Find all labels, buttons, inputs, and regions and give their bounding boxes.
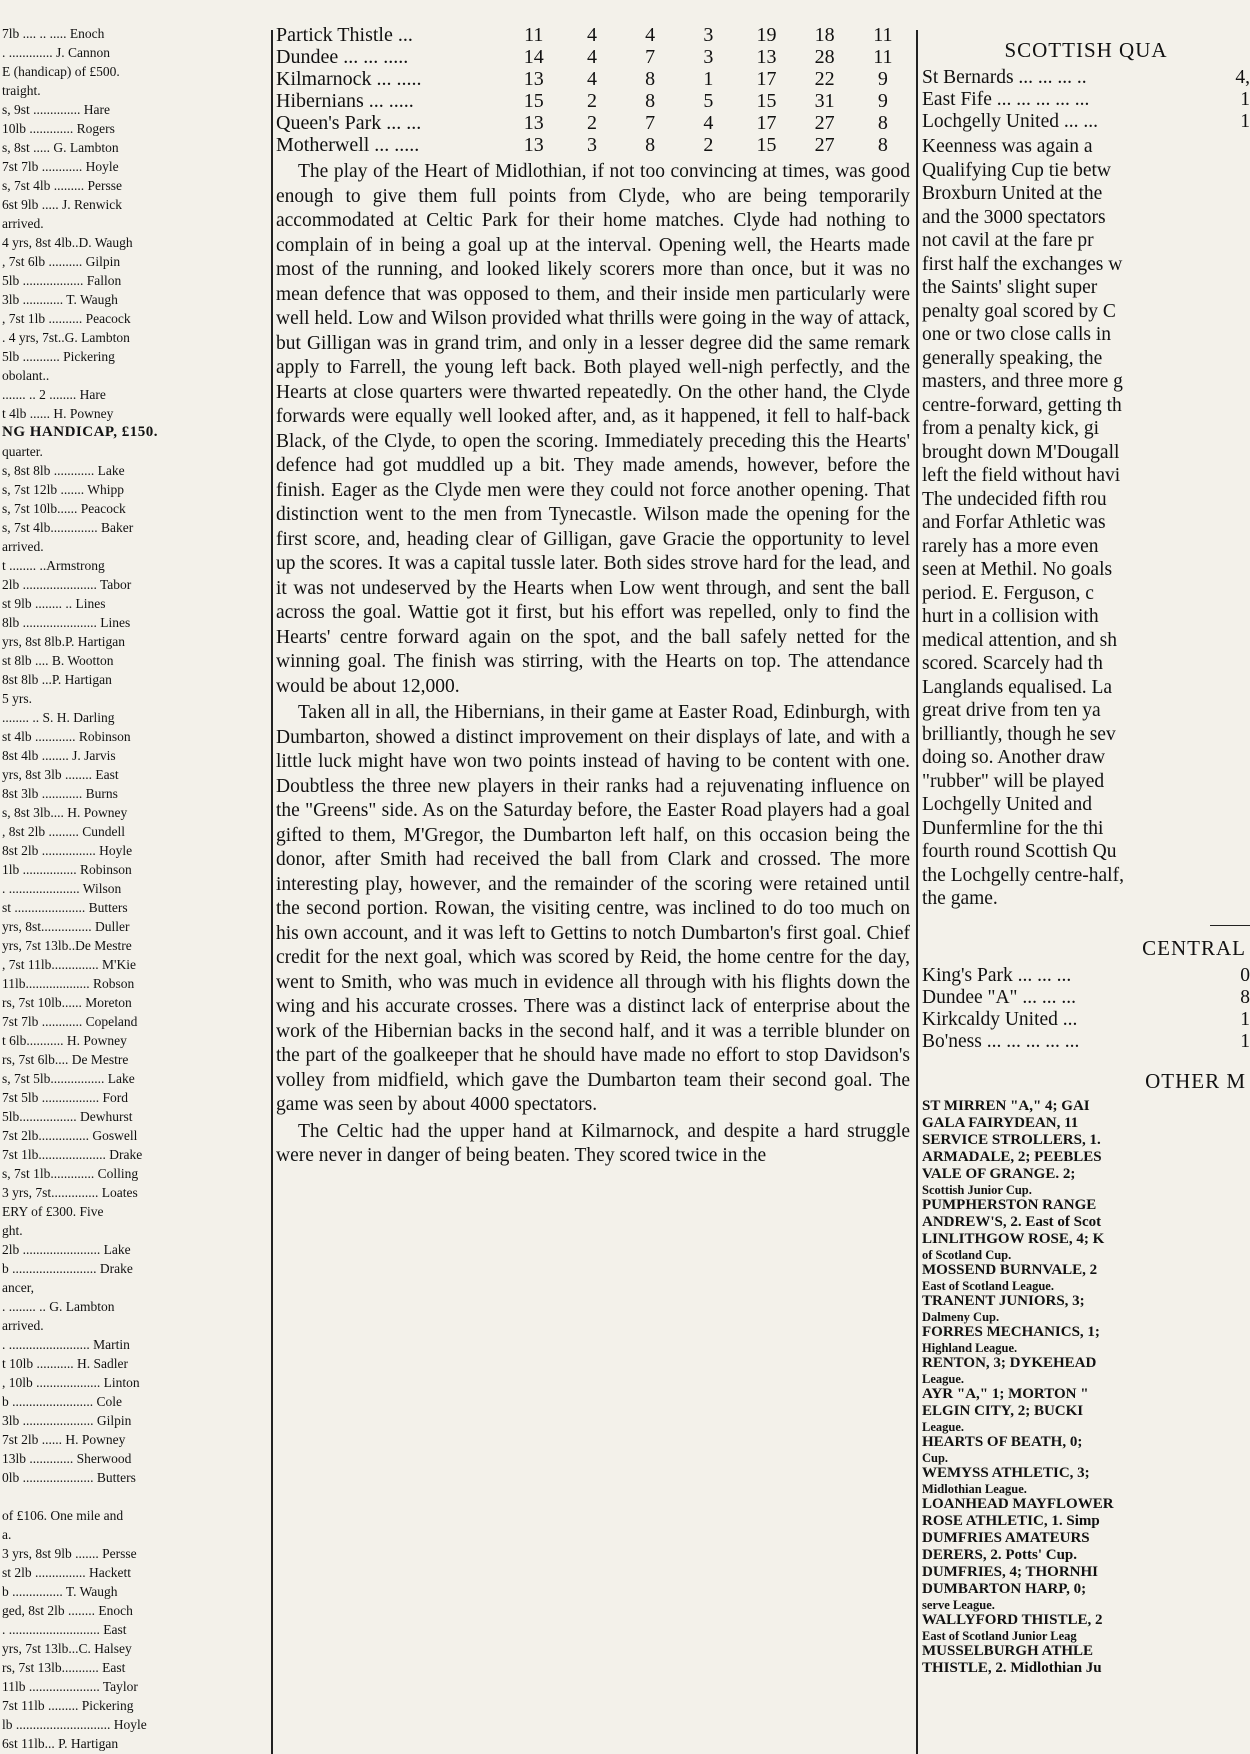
score: 1 xyxy=(1240,89,1250,110)
drawn-cell: 8 xyxy=(645,68,656,90)
race-entry-line: 8st 3lb ............ Burns xyxy=(2,786,118,801)
race-entry-line: obolant.. xyxy=(2,368,50,383)
played-cell: 13 xyxy=(523,112,544,134)
score: 1 xyxy=(1240,1008,1250,1030)
race-entry-line: . 4 yrs, 7st..G. Lambton xyxy=(2,330,130,345)
team-name-cell: Kilmarnock ... ..... xyxy=(276,68,422,90)
goals-against-cell: 27 xyxy=(814,112,835,134)
other-match-line: League. xyxy=(922,1419,965,1434)
other-match-line: FORRES MECHANICS, 1; xyxy=(922,1323,1100,1340)
central-result-row xyxy=(922,987,1250,1009)
race-entry-line: 4 yrs, 8st 4lb..D. Waugh xyxy=(2,235,133,250)
results-column xyxy=(922,24,1250,1754)
race-entry-line: yrs, 7st 13lb..De Mestre xyxy=(2,938,132,953)
drawn-cell: 8 xyxy=(645,134,656,156)
goals-against-cell: 28 xyxy=(814,46,835,68)
team-name: East Fife ... ... ... ... ... xyxy=(922,89,1090,110)
other-match-line: Cup. xyxy=(922,1450,949,1465)
report-paragraph: Taken all in all, the Hibernians, in their game at Easter Road, Edinburgh, with Dumbarton, showed a distinct improvement on their displays of late, and with a little luck might have won two points instead of having to be content with one. Doubtless the three new players in their ranks had a rejuvenating influence on the "Greens" side. As on the Saturday before, the Easter Road players had a goal gifted to them, M'Gregor, the Dumbarton left half, on this occasion being the donor, after Smith had received the ball from Clark and crossed. The more interesting play, however, and the remainder of the scoring were retained until the second portion. Rowan, the visiting centre, was inclined to do too much on his own account, and it was left to Gettins to notch Dumbarton's first goal. Chief credit for the next goal, which was scored by Reid, the home centre for the day, went to Smith, who was much in evidence all through with his flights down the wing and his accurate crosses. There was a distinct lack of enterprise about the work of the Hibernian backs in the second half, and it was a terrible blunder on the part of the goalkeeper that he should have made no effort to stop Davidson's volley from midfield, which gave the Dumbarton team their second goal. The game was seen by about 4000 spectators. xyxy=(276,702,910,1115)
race-entry-line: 2lb ....................... Lake xyxy=(2,1242,131,1257)
other-match-line: DUMBARTON HARP, 0; xyxy=(922,1580,1087,1597)
race-entry-line: . ........ .. G. Lambton xyxy=(2,1299,115,1314)
race-entry-line: 3 yrs, 7st.............. Loates xyxy=(2,1185,138,1200)
race-entry-line: yrs, 8st............... Duller xyxy=(2,919,130,934)
won-cell: 2 xyxy=(586,90,597,112)
other-match-line: PUMPHERSTON RANGE xyxy=(922,1196,1097,1213)
team-name: Kirkcaldy United ... xyxy=(922,1008,1078,1030)
won-cell: 4 xyxy=(586,46,597,68)
won-cell: 3 xyxy=(586,134,597,156)
points-cell: 9 xyxy=(877,90,888,112)
race-entry-line: 0lb ..................... Butters xyxy=(2,1470,136,1485)
race-entry-line: . ........................ Martin xyxy=(2,1337,130,1352)
goals-for-cell: 19 xyxy=(756,24,777,46)
race-entry-line: s, 7st 5lb................ Lake xyxy=(2,1071,135,1086)
central-result-row xyxy=(922,1009,1250,1031)
points-cell: 8 xyxy=(877,134,888,156)
race-entry-line: s, 7st 4lb.............. Baker xyxy=(2,520,134,535)
race-entry-line: 5 yrs. xyxy=(2,691,32,706)
goals-against-cell: 22 xyxy=(814,68,835,90)
race-entry-line: . ..................... Wilson xyxy=(2,881,122,896)
race-entry-line: . ............. J. Cannon xyxy=(2,45,110,60)
race-entry-line: t 10lb ........... H. Sadler xyxy=(2,1356,128,1371)
scottish-report: Keenness was again a Qualifying Cup tie betw Broxburn United at the and the 3000 spectators not cavil at the fare pr first half the exchanges w the Saints' slight super penalty goal scored by C one or two close calls in generally speaking, the masters, and three more g centre-forward, getting th from a penalty kick, gi brought down M'Dougall left the field without havi The undecided fifth rou and Forfar Athletic was rarely has a more even seen at Methil. No goals period. E. Ferguson, c hurt in a collision with medical attention, and sh scored. Scarcely had th Langlands equalised. La great drive from ten ya brilliantly, though he sev doing so. Another draw "rubber" will be played Lochgelly United and Dunfermline for the thi fourth round Scottish Qu the Lochgelly centre-half, the game. xyxy=(922,136,1124,909)
race-entry-line: s, 8st ..... G. Lambton xyxy=(2,140,119,155)
race-entry-line: 6st 11lb... P. Hartigan xyxy=(2,1736,119,1751)
played-cell: 11 xyxy=(524,24,544,46)
race-entry-line: 7lb .... .. ..... Enoch xyxy=(2,26,105,41)
race-entry-line: 5lb .................. Fallon xyxy=(2,273,122,288)
other-match-line: ROSE ATHLETIC, 1. Simp xyxy=(922,1512,1100,1529)
other-match-line: THISTLE, 2. Midlothian Ju xyxy=(922,1659,1102,1676)
other-match-line: HEARTS OF BEATH, 0; xyxy=(922,1433,1083,1450)
score: 0 xyxy=(1240,964,1250,986)
drawn-cell: 7 xyxy=(645,46,656,68)
other-match-line: East of Scotland League. xyxy=(922,1278,1054,1293)
scottish-result-row xyxy=(922,89,1250,111)
race-entry-line: , 8st 2lb ......... Cundell xyxy=(2,824,126,839)
race-entry-line: 1lb ................ Robinson xyxy=(2,862,132,877)
drawn-cell: 4 xyxy=(645,24,656,46)
race-entry-line: 7st 2lb ...... H. Powney xyxy=(2,1432,126,1447)
other-match-line: DUMFRIES AMATEURS xyxy=(922,1529,1090,1546)
team-name-cell: Motherwell ... ..... xyxy=(276,134,420,156)
goals-for-cell: 13 xyxy=(756,46,777,68)
race-entry-line: 7st 7lb ............ Hoyle xyxy=(2,159,119,174)
race-results-column xyxy=(0,24,268,1754)
league-table-row xyxy=(276,134,912,156)
race-entry-line: b ............... T. Waugh xyxy=(2,1584,118,1599)
goals-for-cell: 17 xyxy=(756,68,777,90)
played-cell: 14 xyxy=(523,46,544,68)
other-match-line: LINLITHGOW ROSE, 4; K xyxy=(922,1230,1105,1247)
race-entry-line: s, 8st 3lb.... H. Powney xyxy=(2,805,128,820)
race-entry-line: rs, 7st 10lb...... Moreton xyxy=(2,995,132,1010)
points-cell: 11 xyxy=(873,46,893,68)
race-entry-line: ancer, xyxy=(2,1280,35,1295)
race-entry-line: st 4lb ............ Robinson xyxy=(2,729,131,744)
column-rule xyxy=(916,30,918,1754)
race-entry-line: . ........................... East xyxy=(2,1622,127,1637)
race-entry-line: st 2lb ............... Hackett xyxy=(2,1565,131,1580)
race-entry-line: 11lb ..................... Taylor xyxy=(2,1679,138,1694)
race-entry-line: , 10lb ................... Linton xyxy=(2,1375,140,1390)
central-result-row xyxy=(922,1031,1250,1053)
race-entry-line: E (handicap) of £500. xyxy=(2,64,120,79)
race-entry-line: of £106. One mile and xyxy=(2,1508,124,1523)
other-match-line: serve League. xyxy=(922,1597,995,1612)
other-match-line: Midlothian League. xyxy=(922,1481,1027,1496)
won-cell: 2 xyxy=(586,112,597,134)
goals-for-cell: 17 xyxy=(756,112,777,134)
other-match-line: TRANENT JUNIORS, 3; xyxy=(922,1292,1085,1309)
other-match-line: AYR "A," 1; MORTON " xyxy=(922,1385,1089,1402)
race-entry-line: b ......................... Drake xyxy=(2,1261,133,1276)
race-entry-line: 10lb ............. Rogers xyxy=(2,121,115,136)
race-entry-line: ........ .. S. H. Darling xyxy=(2,710,115,725)
drawn-cell: 8 xyxy=(645,90,656,112)
race-entry-line: 5lb ........... Pickering xyxy=(2,349,115,364)
league-table-row xyxy=(276,68,912,90)
race-entry-line: quarter. xyxy=(2,444,43,459)
lost-cell: 3 xyxy=(703,46,714,68)
race-entry-line: 8st 2lb ................ Hoyle xyxy=(2,843,133,858)
other-match-line: ST MIRREN "A," 4; GAI xyxy=(922,1097,1090,1114)
goals-for-cell: 15 xyxy=(756,134,777,156)
league-table-row xyxy=(276,112,912,134)
race-entry-line: traight. xyxy=(2,83,41,98)
scottish-result-row xyxy=(922,67,1250,89)
team-name-cell: Partick Thistle ... xyxy=(276,24,413,46)
race-entry-line: arrived. xyxy=(2,1318,44,1333)
other-match-line: East of Scotland Junior Leag xyxy=(922,1628,1077,1643)
report-paragraph: The play of the Heart of Midlothian, if not too convincing at times, was good enough to give them full points from Clyde, who are being temporarily accommodated at Celtic Park for their home matches. Clyde had nothing to complain of in being a goal up at the interval. Opening well, the Hearts made most of the running, and looked likely scorers more than once, but it was no mean defence that was opposed to them, and their inside men particularly were well held. Low and Wilson provided what thrills were going in the way of attack, but Gilligan was in grand trim, and only in a lesser degree did the same remark apply to Farrell, the young left back. Both played well-nigh perfectly, and the Hearts at close quarters were thwarted repeatedly. On the other hand, the Clyde forwards were equally well looked after, and, as it happened, it fell to half-back Black, of the Clyde, to open the scoring. Immediately preceding this the Hearts' defence had got muddled up a bit. They made amends, however, before the finish. Eager as the Clyde men were they could not force another opening. That distinction went to the men from Tynecastle. Wilson made the opening for the first score, and, heading clear of Gilligan, gave Gracie the opportunity to level up the scores. It was a capital tussle later. Both sides strove hard for the lead, and it was not undeserved by the Hearts when Low went through, and sent the ball across the goal. Wattie got it first, but his effort was repelled, only to find the Hearts' centre forward again on the spot, and the ball safely netted for the winning goal. The finish was stirring, with the Hearts on top. The attendance would be about 12,000. xyxy=(276,161,910,697)
race-entry-line: 3lb ..................... Gilpin xyxy=(2,1413,132,1428)
race-entry-line: 3 yrs, 8st 9lb ....... Persse xyxy=(2,1546,137,1561)
other-match-line: of Scotland Cup. xyxy=(922,1247,1012,1262)
race-entry-line: yrs, 8st 8lb.P. Hartigan xyxy=(2,634,125,649)
other-match-line: RENTON, 3; DYKEHEAD xyxy=(922,1354,1097,1371)
points-cell: 8 xyxy=(877,112,888,134)
race-entry-line: 7st 5lb ................. Ford xyxy=(2,1090,129,1105)
other-match-line: League. xyxy=(922,1371,965,1386)
race-entry-line: ght. xyxy=(2,1223,23,1238)
played-cell: 13 xyxy=(523,68,544,90)
race-entry-line: , 7st 11lb.............. M'Kie xyxy=(2,957,136,972)
other-match-line: ARMADALE, 2; PEEBLES xyxy=(922,1148,1102,1165)
race-entry-line: lb ............................ Hoyle xyxy=(2,1717,147,1732)
team-name-cell: Queen's Park ... ... xyxy=(276,112,422,134)
lost-cell: 5 xyxy=(703,90,714,112)
goals-for-cell: 15 xyxy=(756,90,777,112)
team-name: St Bernards ... ... ... .. xyxy=(922,67,1087,88)
other-match-line: Highland League. xyxy=(922,1340,1018,1355)
race-entry-line: arrived. xyxy=(2,216,44,231)
other-match-line: ELGIN CITY, 2; BUCKI xyxy=(922,1402,1084,1419)
score: 4, xyxy=(1235,67,1250,88)
race-entry-line: st 9lb ........ .. Lines xyxy=(2,596,106,611)
column-rule xyxy=(271,30,273,1754)
team-name: King's Park ... ... ... xyxy=(922,964,1072,986)
goals-against-cell: 18 xyxy=(814,24,835,46)
report-paragraph: The Celtic had the upper hand at Kilmarnock, and despite a hard struggle were never in danger of being beaten. They scored twice in the xyxy=(276,1120,910,1166)
drawn-cell: 7 xyxy=(645,112,656,134)
other-match-line: MOSSEND BURNVALE, 2 xyxy=(922,1261,1098,1278)
race-entry-line: t 6lb........... H. Powney xyxy=(2,1033,127,1048)
lost-cell: 3 xyxy=(703,24,714,46)
race-entry-line: arrived. xyxy=(2,539,44,554)
race-entry-line: t 4lb ...... H. Powney xyxy=(2,406,114,421)
league-table-row xyxy=(276,46,912,68)
central-league-heading: CENTRAL xyxy=(1142,935,1246,960)
race-entry-line: 3lb ............ T. Waugh xyxy=(2,292,118,307)
race-entry-line: 8st 4lb ........ J. Jarvis xyxy=(2,748,116,763)
race-entry-line: s, 7st 4lb ......... Persse xyxy=(2,178,123,193)
race-entry-line: a. xyxy=(2,1527,12,1542)
race-entry-line xyxy=(0,1487,268,1506)
section-divider xyxy=(1210,925,1250,926)
other-match-line: WALLYFORD THISTLE, 2 xyxy=(922,1611,1103,1628)
team-name-cell: Hibernians ... ..... xyxy=(276,90,414,112)
team-name: Dundee "A" ... ... ... xyxy=(922,986,1077,1008)
other-match-line: LOANHEAD MAYFLOWER xyxy=(922,1495,1114,1512)
team-name: Bo'ness ... ... ... ... ... xyxy=(922,1030,1080,1052)
race-entry-line: rs, 7st 13lb........... East xyxy=(2,1660,126,1675)
league-table-row xyxy=(276,90,912,112)
race-entry-line: ERY of £300. Five xyxy=(2,1204,104,1219)
lost-cell: 4 xyxy=(703,112,714,134)
race-entry-line: 8st 8lb ...P. Hartigan xyxy=(2,672,112,687)
race-entry-line: yrs, 8st 3lb ........ East xyxy=(2,767,119,782)
race-entry-line: ged, 8st 2lb ........ Enoch xyxy=(2,1603,133,1618)
race-entry-line: 6st 9lb ..... J. Renwick xyxy=(2,197,122,212)
race-entry-line: s, 7st 12lb ....... Whipp xyxy=(2,482,125,497)
race-entry-line: NG HANDICAP, £150. xyxy=(2,424,158,440)
score: 1 xyxy=(1240,111,1250,132)
other-match-line: VALE OF GRANGE. 2; xyxy=(922,1165,1076,1182)
league-table-row xyxy=(276,24,912,46)
played-cell: 15 xyxy=(523,90,544,112)
race-entry-line: 7st 2lb............... Goswell xyxy=(2,1128,138,1143)
race-entry-line: 5lb................. Dewhurst xyxy=(2,1109,133,1124)
race-entry-line: t ........ ..Armstrong xyxy=(2,558,105,573)
other-match-line: GALA FAIRYDEAN, 11 xyxy=(922,1114,1079,1131)
race-entry-line: 13lb ............. Sherwood xyxy=(2,1451,132,1466)
goals-against-cell: 27 xyxy=(814,134,835,156)
other-match-line: Dalmeny Cup. xyxy=(922,1309,1000,1324)
race-entry-line: , 7st 1lb .......... Peacock xyxy=(2,311,131,326)
race-entry-line: 7st 11lb ......... Pickering xyxy=(2,1698,134,1713)
league-table xyxy=(276,24,912,156)
race-entry-line: 7st 7lb ............ Copeland xyxy=(2,1014,138,1029)
team-name: Lochgelly United ... ... xyxy=(922,111,1099,132)
race-entry-line: 7st 1lb.................... Drake xyxy=(2,1147,143,1162)
other-match-line: WEMYSS ATHLETIC, 3; xyxy=(922,1464,1090,1481)
race-entry-line: s, 7st 10lb...... Peacock xyxy=(2,501,126,516)
other-match-line: ANDREW'S, 2. East of Scot xyxy=(922,1213,1102,1230)
race-entry-line: 8lb ...................... Lines xyxy=(2,615,131,630)
race-entry-line: yrs, 7st 13lb...C. Halsey xyxy=(2,1641,132,1656)
other-match-line: DUMFRIES, 4; THORNHI xyxy=(922,1563,1098,1580)
won-cell: 4 xyxy=(586,68,597,90)
other-match-line: SERVICE STROLLERS, 1. xyxy=(922,1131,1101,1148)
race-entry-line: 2lb ...................... Tabor xyxy=(2,577,132,592)
race-entry-line: st ..................... Butters xyxy=(2,900,128,915)
central-result-row xyxy=(922,965,1250,987)
won-cell: 4 xyxy=(586,24,597,46)
race-entry-line: s, 7st 1lb............. Colling xyxy=(2,1166,139,1181)
race-entry-line: b ........................ Cole xyxy=(2,1394,122,1409)
race-entry-line: ....... .. 2 ........ Hare xyxy=(2,387,106,402)
lost-cell: 1 xyxy=(703,68,714,90)
goals-against-cell: 31 xyxy=(814,90,835,112)
other-matches-heading: OTHER M xyxy=(1145,1068,1246,1093)
score: 1 xyxy=(1240,1030,1250,1052)
race-entry-line: rs, 7st 6lb.... De Mestre xyxy=(2,1052,129,1067)
other-match-line: Scottish Junior Cup. xyxy=(922,1182,1032,1197)
scottish-qualifying-heading: SCOTTISH QUA xyxy=(1004,38,1168,62)
points-cell: 11 xyxy=(873,24,893,46)
scottish-result-row xyxy=(922,111,1250,133)
lost-cell: 2 xyxy=(703,134,714,156)
team-name-cell: Dundee ... ... ..... xyxy=(276,46,409,68)
race-entry-line: s, 9st .............. Hare xyxy=(2,102,110,117)
other-match-line: DERERS, 2. Potts' Cup. xyxy=(922,1546,1078,1563)
football-report-column xyxy=(276,24,912,1754)
points-cell: 9 xyxy=(877,68,888,90)
race-entry-line: st 8lb .... B. Wootton xyxy=(2,653,114,668)
race-entry-line: 11lb................... Robson xyxy=(2,976,135,991)
race-entry-line: s, 8st 8lb ............ Lake xyxy=(2,463,125,478)
score: 8 xyxy=(1240,986,1250,1008)
race-entry-line: , 7st 6lb .......... Gilpin xyxy=(2,254,121,269)
played-cell: 13 xyxy=(523,134,544,156)
other-match-line: MUSSELBURGH ATHLE xyxy=(922,1642,1094,1659)
